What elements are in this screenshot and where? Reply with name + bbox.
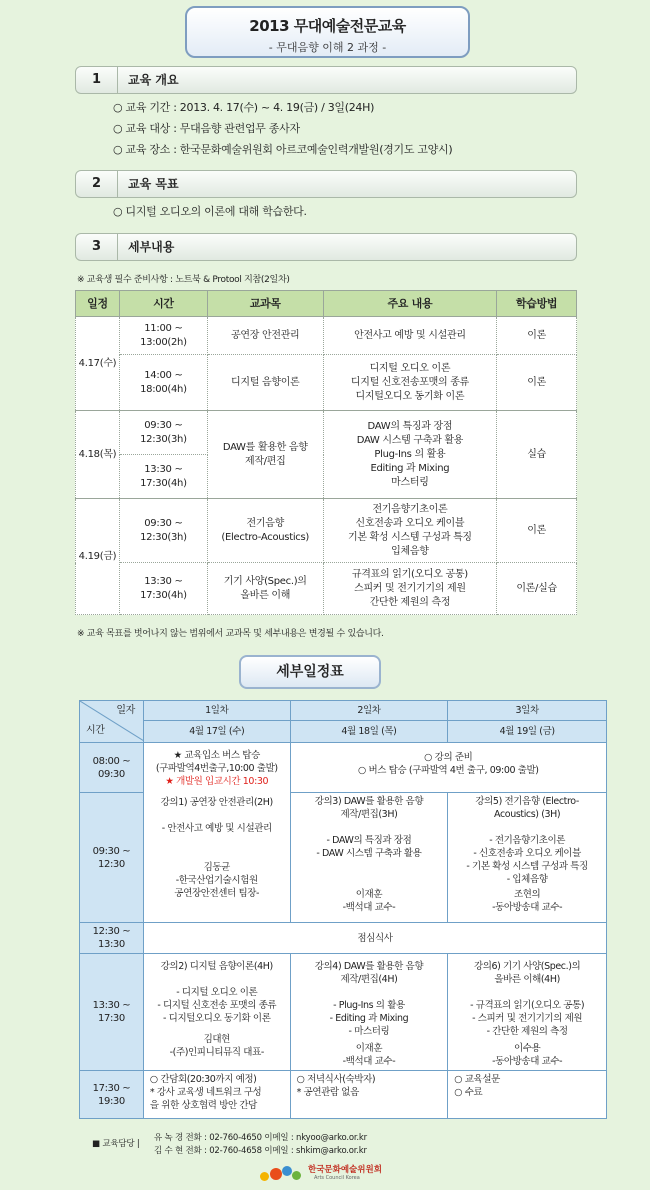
lecturer-2: 김대현 -(주)인피니티뮤직 대표- <box>169 1034 264 1058</box>
content-cell: 디지털 오디오 이론 디지털 신호전송포맷의 종류 디지털오디오 동기화 이론 <box>323 355 497 411</box>
day-header: 2일차 <box>290 701 448 721</box>
table-row <box>76 317 577 355</box>
col-header-date: 일정 <box>76 291 120 317</box>
overview-list <box>113 97 452 160</box>
detail-row-pm <box>80 954 607 1071</box>
lecture-2: 강의2) 디지털 음향이론(4H) - 디지털 오디오 이론 - 디지털 신호전송 포맷의 종류 - 디지털오디오 동기화 이론 <box>157 961 277 1024</box>
contact-block <box>92 1132 367 1158</box>
table-row <box>76 355 577 411</box>
contact-label: ■ 교육담당 | <box>92 1139 140 1149</box>
lecture-6: 강의6) 기기 사양(Spec.)의 올바른 이해(4H) - 규격표의 읽기(오디오 공통) - 스피커 및 전기기기의 제원 - 간단한 제원의 측정 <box>470 961 585 1037</box>
table-row <box>76 563 577 615</box>
method-cell: 이론 <box>497 355 577 411</box>
lecturer-1: 김동균 -한국산업기술시험원 공연장안전센터 팀장- <box>174 862 260 899</box>
day1-morning-cell <box>143 743 290 923</box>
goal-item: ○ 디지털 오디오의 이론에 대해 학습한다. <box>113 201 307 222</box>
col-header-subject: 교과목 <box>207 291 323 317</box>
section-title: 세부내용 <box>128 240 175 254</box>
table-row <box>76 499 577 563</box>
corner-cell <box>80 701 144 743</box>
content-cell: 안전사고 예방 및 시설관리 <box>323 317 497 355</box>
day-header: 1일차 <box>143 701 290 721</box>
detail-day-row <box>80 701 607 721</box>
section-title: 교육 개요 <box>128 73 179 87</box>
section-2-bar <box>75 170 577 198</box>
day23-morning-cell: ○ 강의 준비 ○ 버스 탑승 (구파발역 4번 출구, 09:00 출발) <box>290 743 606 793</box>
date-header: 4월 18일 (목) <box>290 721 448 743</box>
subject-cell: 공연장 안전관리 <box>207 317 323 355</box>
arrival-time-notice: ★ 개발원 입교시간 10:30 <box>165 776 269 787</box>
corner-day-label: 일자 <box>116 705 135 716</box>
lecturer-6: 이수용 -동아방송대 교수- <box>492 1043 563 1067</box>
schedule-table <box>75 290 577 615</box>
date-cell: 4.18(목) <box>76 411 120 499</box>
title-box <box>185 6 470 58</box>
col-header-time: 시간 <box>119 291 207 317</box>
detail-row-lunch <box>80 923 607 954</box>
lunch-cell: 점심식사 <box>143 923 606 954</box>
time-slot: 13:30 ~ 17:30 <box>80 954 144 1071</box>
section-number: 3 <box>76 234 118 260</box>
time-slot: 08:00 ~ 09:30 <box>80 743 144 793</box>
day-header: 3일차 <box>448 701 607 721</box>
date-header: 4월 19일 (금) <box>448 721 607 743</box>
section-number: 1 <box>76 67 118 93</box>
logo-dot-icon <box>292 1171 301 1180</box>
goal-list <box>113 201 307 222</box>
arko-logo <box>258 1162 408 1188</box>
overview-target: ○ 교육 대상 : 무대음향 관련업무 종사자 <box>113 118 452 139</box>
method-cell: 이론 <box>497 499 577 563</box>
page-subtitle: - 무대음향 이해 2 과정 - <box>268 41 387 54</box>
section-1-bar <box>75 66 577 94</box>
subject-cell: DAW를 활용한 음향 제작/편집 <box>207 411 323 499</box>
content-cell: DAW의 특징과 장점 DAW 시스템 구축과 활용 Plug-Ins 의 활용 Editing 과 Mixing 마스터링 <box>323 411 497 499</box>
contact-line: 김 수 현 전화 : 02-760-4658 이메일 : shkim@arko.or.kr <box>154 1146 367 1156</box>
detail-schedule-table <box>79 700 607 1119</box>
date-cell: 4.17(수) <box>76 317 120 411</box>
day3-am-cell <box>448 793 607 923</box>
col-header-method: 학습방법 <box>497 291 577 317</box>
lecture-3: 강의3) DAW를 활용한 음향 제작/편집(3H) - DAW의 특징과 장점 - DAW 시스템 구축과 활용 <box>314 796 424 859</box>
method-cell: 실습 <box>497 411 577 499</box>
date-cell: 4.19(금) <box>76 499 120 615</box>
subject-cell: 기기 사양(Spec.)의 올바른 이해 <box>207 563 323 615</box>
logo-dot-icon <box>260 1172 269 1181</box>
page-title: 2013 무대예술전문교육 <box>249 17 406 35</box>
day1-pm-cell <box>143 954 290 1071</box>
overview-place: ○ 교육 장소 : 한국문화예술위원회 아르코예술인력개발원(경기도 고양시) <box>113 139 452 160</box>
bus-info: ★ 교육입소 버스 탑승 (구파발역4번출구,10:00 출발) <box>155 750 278 774</box>
lecturer-3: 이재훈 -백석대 교수- <box>342 889 396 913</box>
day2-am-cell <box>290 793 448 923</box>
lecturer-5: 조현의 -동아방송대 교수- <box>492 889 563 913</box>
detail-title: 세부일정표 <box>239 655 381 689</box>
detail-row-evening <box>80 1071 607 1119</box>
method-cell: 이론/실습 <box>497 563 577 615</box>
section-3-bar <box>75 233 577 261</box>
logo-dot-icon <box>282 1166 292 1176</box>
day3-evening-cell: ○ 교육설문 ○ 수료 <box>448 1071 607 1119</box>
lecture-4: 강의4) DAW를 활용한 음향 제작/편집(4H) - Plug-Ins 의 활용 - Editing 과 Mixing - 마스터링 <box>314 961 424 1037</box>
corner-time-label: 시간 <box>86 725 105 736</box>
schedule-header-row <box>76 291 577 317</box>
lecturer-4: 이재훈 -백석대 교수- <box>342 1043 396 1067</box>
contact-line: 유 녹 경 전화 : 02-760-4650 이메일 : nkyoo@arko.or.kr <box>154 1133 367 1143</box>
date-header: 4월 17일 (수) <box>143 721 290 743</box>
time-cell: 13:30 ~ 17:30(4h) <box>119 455 207 499</box>
method-cell: 이론 <box>497 317 577 355</box>
day1-evening-cell: ○ 간담회(20:30까지 예정) * 강사 교육생 네트워크 구성 을 위한 상호협력 방안 간담 <box>143 1071 290 1119</box>
logo-name: 한국문화예술위원회 <box>308 1165 382 1175</box>
time-cell: 09:30 ~ 12:30(3h) <box>119 411 207 455</box>
day2-pm-cell <box>290 954 448 1071</box>
lecture-5: 강의5) 전기음향 (Electro- Acoustics) (3H) - 전기음향기초이론 - 신호전송과 오디오 케이블 - 기본 확성 시스템 구성과 특징 - 입체음향 <box>466 796 588 885</box>
time-cell: 13:30 ~ 17:30(4h) <box>119 563 207 615</box>
subject-cell: 전기음향 (Electro-Acoustics) <box>207 499 323 563</box>
overview-period: ○ 교육 기간 : 2013. 4. 17(수) ~ 4. 19(금) / 3일(24H) <box>113 97 452 118</box>
time-cell: 11:00 ~ 13:00(2h) <box>119 317 207 355</box>
day2-evening-cell: ○ 저녁식사(숙박자) * 공연관람 없음 <box>290 1071 448 1119</box>
logo-dot-icon <box>270 1168 282 1180</box>
day3-pm-cell <box>448 954 607 1071</box>
lecture-1: 강의1) 공연장 안전관리(2H) - 안전사고 예방 및 시설관리 <box>160 797 273 834</box>
subject-cell: 디지털 음향이론 <box>207 355 323 411</box>
section-title: 교육 목표 <box>128 177 179 191</box>
section-number: 2 <box>76 171 118 197</box>
detail-row-morning <box>80 743 607 793</box>
table-row <box>76 411 577 455</box>
time-cell: 09:30 ~ 12:30(3h) <box>119 499 207 563</box>
content-cell: 전기음향기초이론 신호전송과 오디오 케이블 기본 확성 시스템 구성과 특징 입체음향 <box>323 499 497 563</box>
time-cell: 14:00 ~ 18:00(4h) <box>119 355 207 411</box>
time-slot: 09:30 ~ 12:30 <box>80 793 144 923</box>
time-slot: 12:30 ~ 13:30 <box>80 923 144 954</box>
detail-date-row <box>80 721 607 743</box>
col-header-content: 주요 내용 <box>323 291 497 317</box>
content-cell: 규격표의 읽기(오디오 공통) 스피커 및 전기기기의 제원 간단한 제원의 측정 <box>323 563 497 615</box>
time-slot: 17:30 ~ 19:30 <box>80 1071 144 1119</box>
logo-subtitle: Arts Council Korea <box>314 1175 360 1181</box>
change-note: ※ 교육 목표를 벗어나지 않는 범위에서 교과목 및 세부내용은 변경될 수 있습니다. <box>77 629 384 639</box>
prep-note: ※ 교육생 필수 준비사항 : 노트북 & Protool 지참(2일차) <box>77 275 290 285</box>
